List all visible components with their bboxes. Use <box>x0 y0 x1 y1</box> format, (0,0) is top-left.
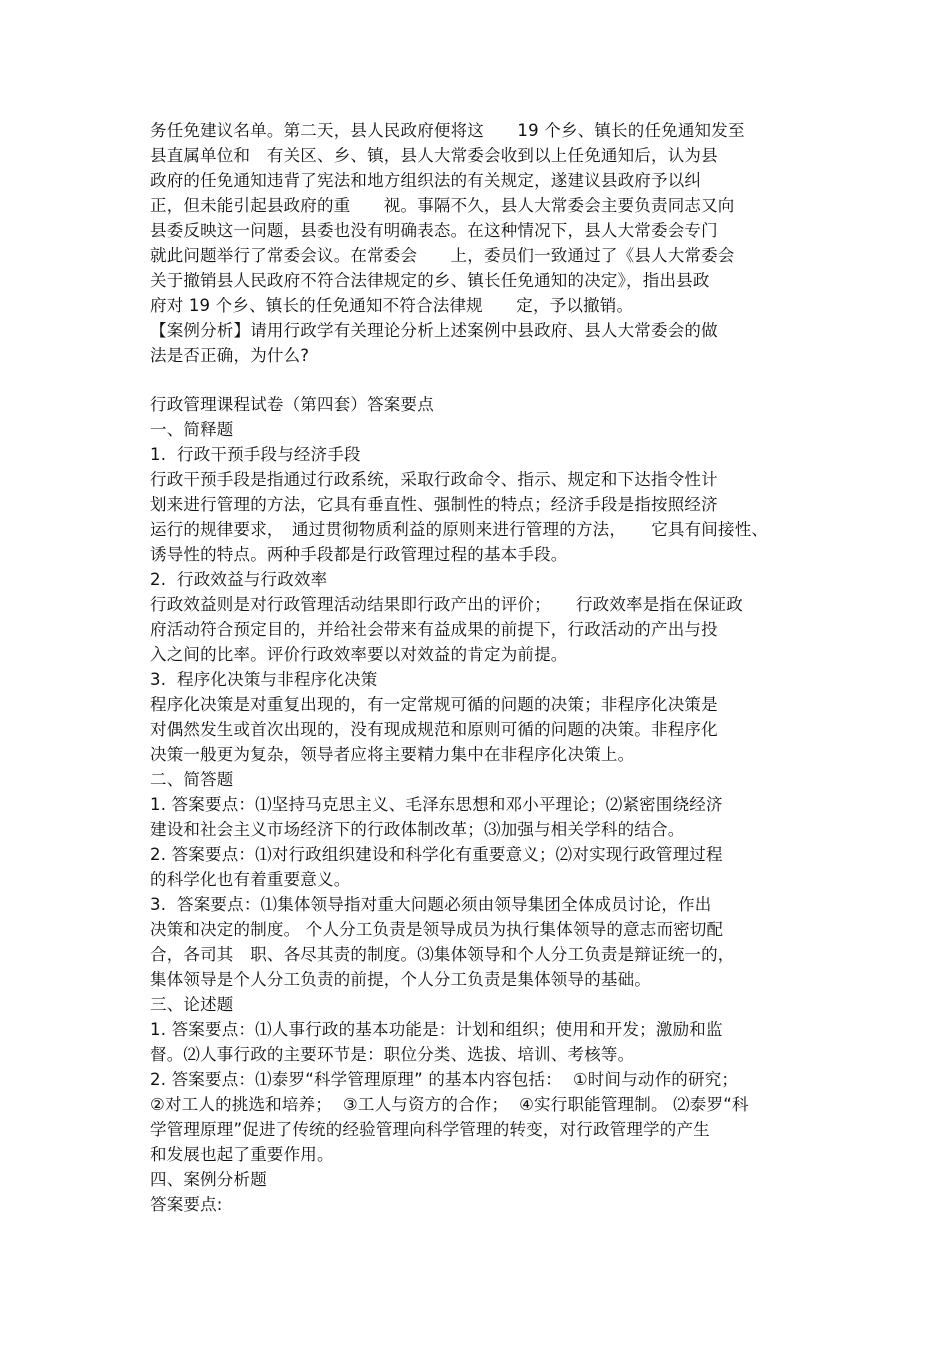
section-heading: 三、论述题 <box>150 995 234 1014</box>
text-line: 关于撤销县人民政府不符合法律规定的乡、镇长任免通知的决定》，指出县政 <box>150 271 710 290</box>
text-line: ②对工人的挑选和培养； ③工人与资方的合作； ④实行职能管理制。 ⑵泰罗“科 <box>150 1095 749 1114</box>
text-line: 诱导性的特点。两种手段都是行政管理过程的基本手段。 <box>150 545 568 564</box>
text-line: 行政效益则是对行政管理活动结果即行政产出的评价； 行政效率是指在保证政 <box>150 595 743 614</box>
text-line: 政府的任免通知违背了宪法和地方组织法的有关规定，遂建议县政府予以纠 <box>150 171 702 190</box>
answer-key-title: 行政管理课程试卷（第四套）答案要点 <box>150 395 434 414</box>
section-heading: 四、案例分析题 <box>150 1170 267 1189</box>
case-analysis-question: 【案例分析】请用行政学有关理论分析上述案例中县政府、县人大常委会的做 <box>150 321 718 340</box>
text-line: 对偶然发生或首次出现的，没有现成规范和原则可循的问题的决策。非程序化 <box>150 720 718 739</box>
section-heading: 二、简答题 <box>150 770 234 789</box>
section-heading: 一、简释题 <box>150 420 234 439</box>
text-line: 县直属单位和 有关区、乡、镇，县人大常委会收到以上任免通知后，认为县 <box>150 146 718 165</box>
item-heading: 3. 程序化决策与非程序化决策 <box>150 670 378 689</box>
text-line: 务任免建议名单。第二天，县人民政府便将这 19 个乡、镇长的任免通知发至 <box>150 121 745 140</box>
text-line: 划来进行管理的方法，它具有垂直性、强制性的特点；经济手段是指按照经济 <box>150 495 718 514</box>
text-line: 3. 答案要点：⑴集体领导指对重大问题必须由领导集团全体成员讨论，作出 <box>150 895 712 914</box>
text-line: 建设和社会主义市场经济下的行政体制改革；⑶加强与相关学科的结合。 <box>150 820 685 839</box>
text-line: 1. 答案要点：⑴坚持马克思主义、毛泽东思想和邓小平理论；⑵紧密围绕经济 <box>150 795 723 814</box>
text-line: 县委反映这一问题，县委也没有明确表态。在这种情况下，县人大常委会专门 <box>150 221 718 240</box>
text-line: 府活动符合预定目的，并给社会带来有益成果的前提下，行政活动的产出与投 <box>150 620 718 639</box>
text-line: 程序化决策是对重复出现的，有一定常规可循的问题的决策；非程序化决策是 <box>150 695 718 714</box>
text-line: 府对 19 个乡、镇长的任免通知不符合法律规 定，予以撤销。 <box>150 296 634 315</box>
text-line: 入之间的比率。评价行政效率要以对效益的肯定为前提。 <box>150 645 568 664</box>
item-heading: 2. 行政效益与行政效率 <box>150 570 328 589</box>
text-line: 2. 答案要点：⑴泰罗“科学管理原理” 的基本内容包括： ①时间与动作的研究； <box>150 1070 739 1089</box>
text-line: 学管理原理”促进了传统的经验管理向科学管理的转变，对行政管理学的产生 <box>150 1120 710 1139</box>
text-line: 运行的规律要求， 通过贯彻物质利益的原则来进行管理的方法， 它具有间接性、 <box>150 520 769 539</box>
text-line: 行政干预手段是指通过行政系统，采取行政命令、指示、规定和下达指令性计 <box>150 470 718 489</box>
text-line: 集体领导是个人分工负责的前提，个人分工负责是集体领导的基础。 <box>150 970 651 989</box>
text-line: 答案要点: <box>150 1195 223 1214</box>
text-line: 正，但未能引起县政府的重 视。事隔不久，县人大常委会主要负责同志又向 <box>150 196 735 215</box>
text-line: 法是否正确，为什么? <box>150 346 310 365</box>
text-line: 决策一般更为复杂，领导者应将主要精力集中在非程序化决策上。 <box>150 745 635 764</box>
text-line: 的科学化也有着重要意义。 <box>150 870 351 889</box>
text-line: 1. 答案要点：⑴人事行政的基本功能是：计划和组织；使用和开发；激励和监 <box>150 1020 723 1039</box>
text-line: 决策和决定的制度。 个人分工负责是领导成员为执行集体领导的意志而密切配 <box>150 920 724 939</box>
text-line: 合，各司其 职、各尽其责的制度。⑶集体领导和个人分工负责是辩证统一的， <box>150 945 735 964</box>
text-line: 督。⑵人事行政的主要环节是：职位分类、选拔、培训、考核等。 <box>150 1045 635 1064</box>
text-line: 和发展也起了重要作用。 <box>150 1145 334 1164</box>
text-line: 就此问题举行了常委会议。在常委会 上，委员们一致通过了《县人大常委会 <box>150 246 735 265</box>
item-heading: 1. 行政干预手段与经济手段 <box>150 445 361 464</box>
text-line: 2. 答案要点：⑴对行政组织建设和科学化有重要意义；⑵对实现行政管理过程 <box>150 845 723 864</box>
